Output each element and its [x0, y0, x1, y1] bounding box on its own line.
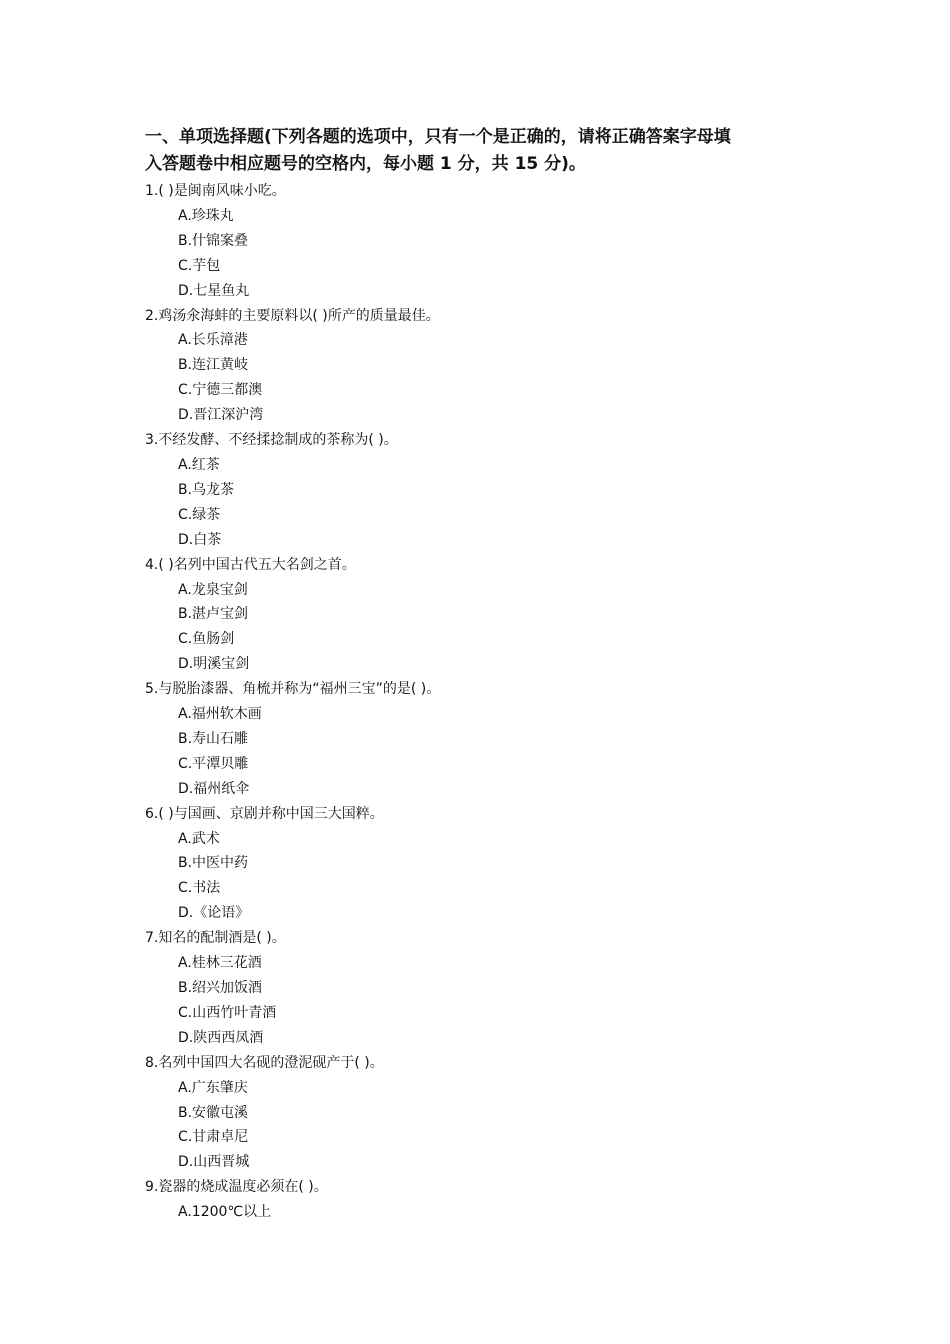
question-text: 5.与脱胎漆器、角梳并称为“福州三宝”的是( )。 — [145, 681, 441, 698]
question-text: 4.( )名列中国古代五大名剑之首。 — [145, 556, 356, 573]
answer-option-b: B.寿山石雕 — [178, 730, 249, 747]
answer-option-c: C.书法 — [178, 880, 221, 897]
section-heading-line-2: 入答题卷中相应题号的空格内，每小题 1 分，共 15 分)。 — [145, 154, 586, 174]
answer-option-a: A.武术 — [178, 830, 220, 847]
answer-option-b: B.连江黄岐 — [178, 357, 249, 374]
question-9 — [145, 1175, 825, 1225]
question-text: 7.知名的配制酒是( )。 — [145, 930, 286, 947]
answer-option-b: B.中医中药 — [178, 855, 249, 872]
answer-option-a: A.广东肇庆 — [178, 1079, 248, 1096]
answer-option-c: C.平潭贝雕 — [178, 755, 249, 772]
answer-option-b: B.湛卢宝剑 — [178, 606, 249, 623]
answer-option-a: A.珍珠丸 — [178, 207, 234, 224]
question-text: 1.( )是闽南风味小吃。 — [145, 183, 286, 199]
answer-option-d: D.明溪宝剑 — [178, 656, 250, 673]
answer-option-a: A.桂林三花酒 — [178, 955, 262, 972]
question-list — [145, 179, 825, 1225]
answer-option-c: C.芋包 — [178, 257, 221, 274]
question-text: 6.( )与国画、京剧并称中国三大国粹。 — [145, 805, 384, 822]
question-text: 8.名列中国四大名砚的澄泥砚产于( )。 — [145, 1054, 384, 1071]
question-text: 2.鸡汤氽海蚌的主要原料以( )所产的质量最佳。 — [145, 307, 440, 324]
answer-option-c: C.宁德三都澳 — [178, 382, 263, 399]
answer-option-a: A.1200℃以上 — [178, 1204, 272, 1221]
section-heading-line-1: 一、单项选择题(下列各题的选项中，只有一个是正确的，请将正确答案字母填 — [145, 127, 731, 147]
question-1 — [145, 179, 825, 304]
question-7 — [145, 926, 825, 1051]
question-text: 9.瓷器的烧成温度必须在( )。 — [145, 1179, 328, 1196]
answer-option-b: B.什锦案叠 — [178, 232, 249, 249]
answer-option-d: D.山西晋城 — [178, 1154, 250, 1171]
answer-option-c: C.甘肃卓尼 — [178, 1129, 249, 1146]
answer-option-b: B.绍兴加饭酒 — [178, 980, 263, 996]
answer-option-a: A.福州软木画 — [178, 706, 262, 723]
question-4 — [145, 553, 825, 678]
question-2 — [145, 304, 825, 429]
answer-option-c: C.山西竹叶青酒 — [178, 1004, 277, 1021]
answer-option-c: C.绿茶 — [178, 506, 221, 523]
question-3 — [145, 428, 825, 553]
answer-option-d: D.白茶 — [178, 531, 222, 548]
question-6 — [145, 802, 825, 927]
answer-option-a: A.龙泉宝剑 — [178, 581, 248, 598]
answer-option-b: B.安徽屯溪 — [178, 1104, 249, 1121]
answer-option-d: D.福州纸伞 — [178, 780, 250, 797]
answer-option-c: C.鱼肠剑 — [178, 631, 235, 648]
document-page — [145, 125, 825, 1225]
answer-option-d: D.七星鱼丸 — [178, 282, 250, 299]
answer-option-a: A.红茶 — [178, 456, 220, 473]
question-8 — [145, 1051, 825, 1176]
question-5 — [145, 677, 825, 802]
answer-option-d: D.《论语》 — [178, 905, 250, 922]
answer-option-d: D.陕西西凤酒 — [178, 1029, 264, 1046]
answer-option-a: A.长乐漳港 — [178, 332, 248, 349]
question-text: 3.不经发酵、不经揉捻制成的茶称为( )。 — [145, 432, 398, 449]
answer-option-b: B.乌龙茶 — [178, 481, 235, 498]
answer-option-d: D.晋江深沪湾 — [178, 407, 264, 424]
